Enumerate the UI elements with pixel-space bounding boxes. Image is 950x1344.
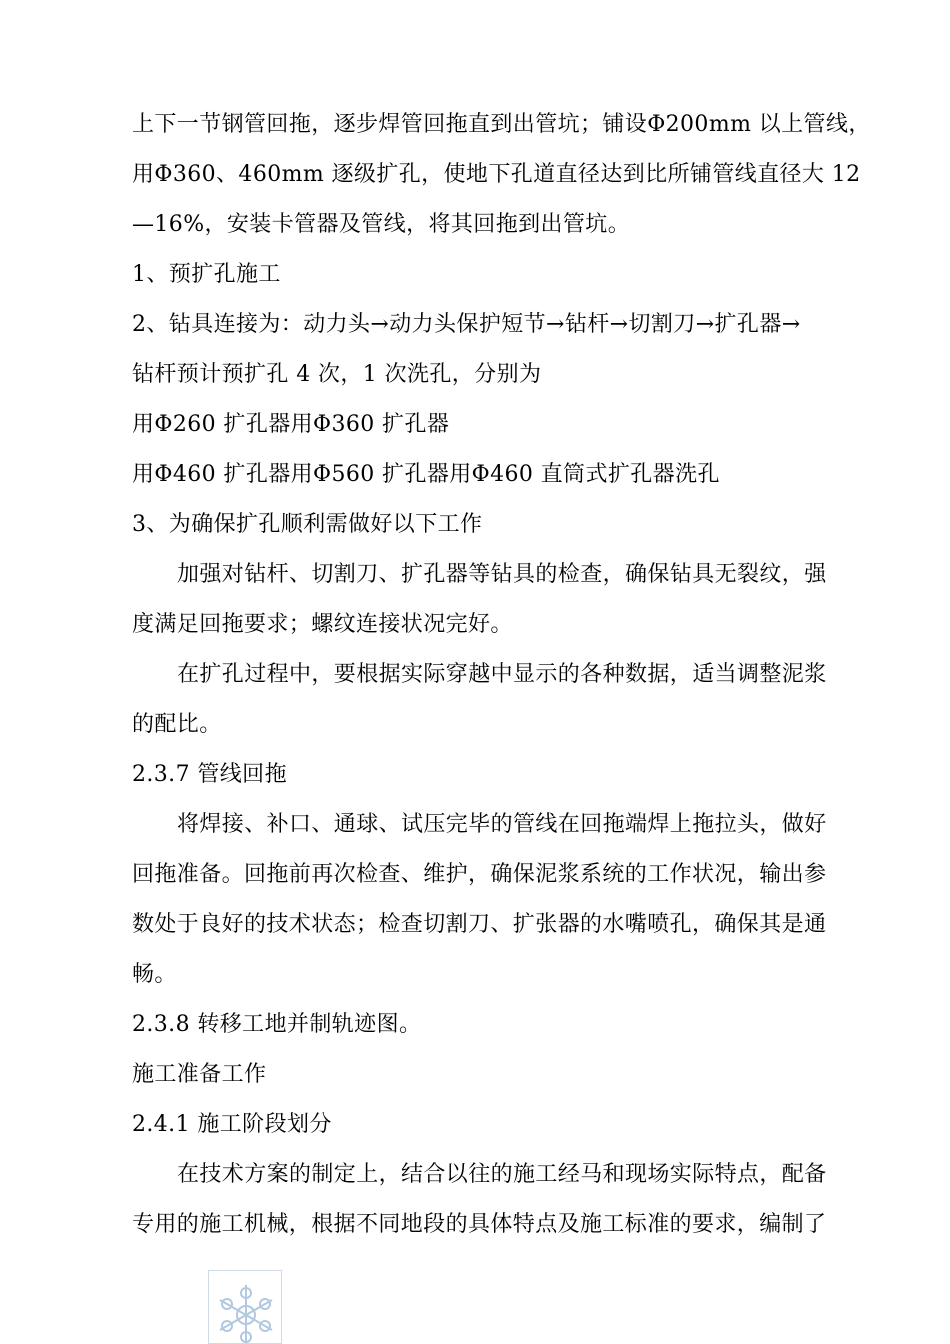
paragraph-line: 专用的施工机械，根据不同地段的具体特点及施工标准的要求，编制了 — [132, 1212, 827, 1237]
section-heading: 2.3.8 转移工地并制轨迹图。 — [132, 1012, 422, 1037]
paragraph-line: 钻杆预计预扩孔 4 次，1 次洗孔，分别为 — [132, 362, 542, 387]
paragraph-line: 在扩孔过程中，要根据实际穿越中显示的各种数据，适当调整泥浆 — [177, 662, 827, 687]
paragraph-line: 加强对钻杆、切割刀、扩孔器等钻具的检查，确保钻具无裂纹，强 — [177, 562, 827, 587]
section-heading: 1、预扩孔施工 — [132, 262, 281, 287]
paragraph-line: 的配比。 — [132, 712, 222, 737]
paragraph-line: 数处于良好的技术状态；检查切割刀、扩张器的水嘴喷孔，确保其是通 — [132, 912, 827, 937]
paragraph-line: 用Φ260 扩孔器用Φ360 扩孔器 — [132, 412, 450, 437]
paragraph-line: 在技术方案的制定上，结合以往的施工经马和现场实际特点，配备 — [177, 1162, 827, 1187]
snowflake-watermark-icon — [209, 1271, 282, 1344]
paragraph-line: 度满足回拖要求；螺纹连接状况完好。 — [132, 612, 513, 637]
paragraph-line: 回拖准备。回拖前再次检查、维护，确保泥浆系统的工作状况，输出参 — [132, 862, 827, 887]
paragraph-line: 用Φ460 扩孔器用Φ560 扩孔器用Φ460 直筒式扩孔器洗孔 — [132, 462, 720, 487]
paragraph-line: —16%，安装卡管器及管线，将其回拖到出管坑。 — [132, 212, 631, 237]
paragraph-line: 上下一节钢管回拖，逐步焊管回拖直到出管坑；铺设Φ200mm 以上管线， — [132, 112, 871, 137]
section-heading: 施工准备工作 — [132, 1062, 267, 1087]
paragraph-line: 将焊接、补口、通球、试压完毕的管线在回拖端焊上拖拉头，做好 — [177, 812, 827, 837]
section-heading: 3、为确保扩孔顺利需做好以下工作 — [132, 512, 483, 537]
section-heading: 2.3.7 管线回拖 — [132, 762, 287, 787]
paragraph-line: 2、钻具连接为：动力头→动力头保护短节→钻杆→切割刀→扩孔器→ — [132, 312, 801, 337]
paragraph-line: 用Φ360、460mm 逐级扩孔，使地下孔道直径达到比所铺管线直径大 12 — [132, 162, 861, 187]
section-heading: 2.4.1 施工阶段划分 — [132, 1112, 332, 1137]
watermark-stamp — [208, 1270, 282, 1344]
paragraph-line: 畅。 — [132, 962, 177, 987]
